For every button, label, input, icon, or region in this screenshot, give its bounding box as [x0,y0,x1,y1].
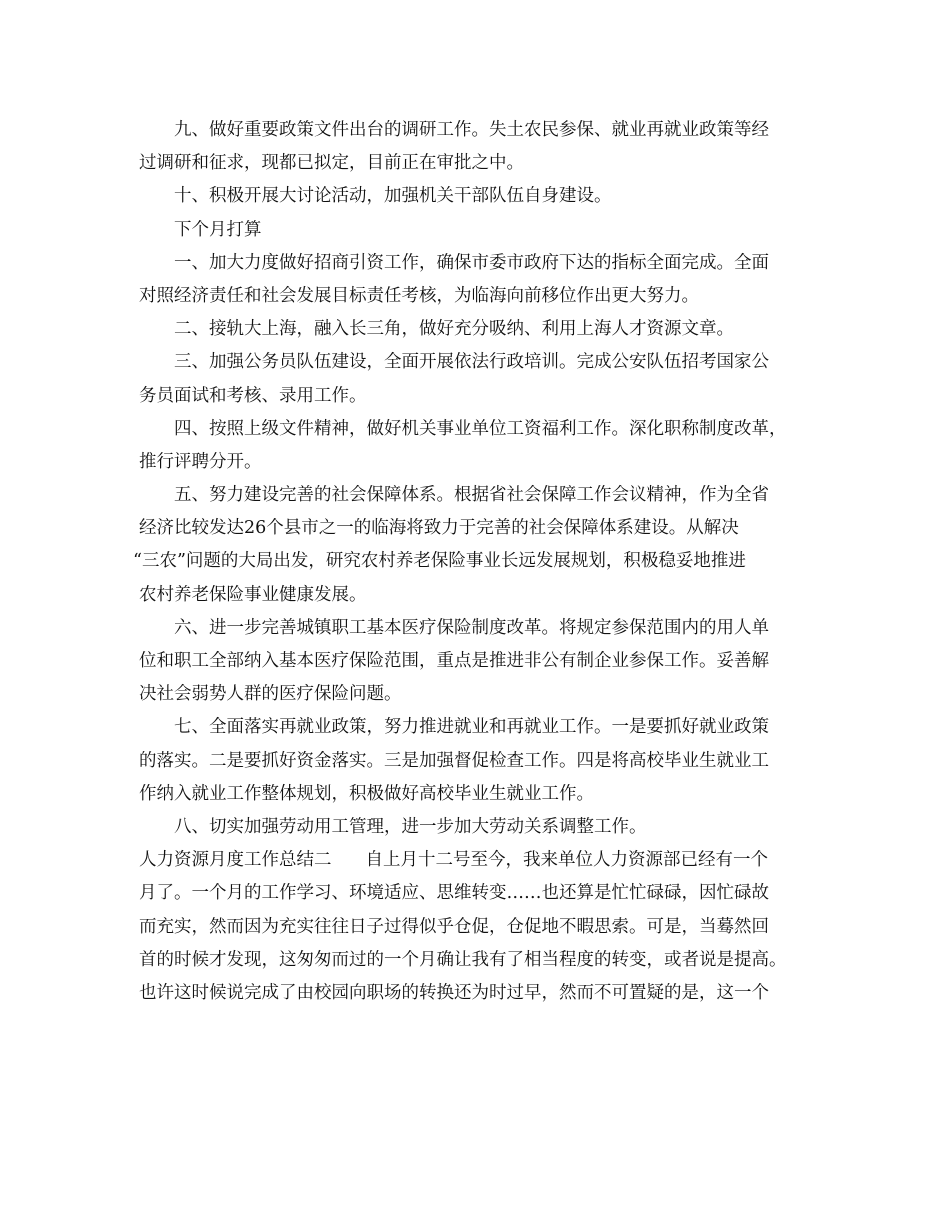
paragraph-line: 而充实，然而因为充实往往日子过得似乎仓促，仓促地不暇思索。可是，当蓦然回 [139,916,769,937]
paragraph-line: 农村养老保险事业健康发展。 [139,584,367,605]
paragraph-line: 三、加强公务员队伍建设，全面开展依法行政培训。完成公安队伍招考国家公 [174,352,769,373]
section-heading: 下个月打算 [174,219,262,240]
paragraph-line: 十、积极开展大讨论活动，加强机关干部队伍自身建设。 [174,186,612,207]
paragraph-line: 六、进一步完善城镇职工基本医疗保险制度改革。将规定参保范围内的用人单 [174,617,769,638]
paragraph-line: 一、加大力度做好招商引资工作，确保市委市政府下达的指标全面完成。全面 [174,252,769,273]
paragraph-line: 八、切实加强劳动用工管理，进一步加大劳动关系调整工作。 [174,816,647,837]
paragraph-line: 作纳入就业工作整体规划，积极做好高校毕业生就业工作。 [139,783,594,804]
paragraph-line: 九、做好重要政策文件出台的调研工作。失土农民参保、就业再就业政策等经 [174,120,769,140]
paragraph-line: 首的时候才发现，这匆匆而过的一个月确让我有了相当程度的转变，或者说是提高。 [139,949,787,970]
paragraph-line: “三农”问题的大局出发，研究农村养老保险事业长远发展规划，积极稳妥地推进 [133,551,746,572]
paragraph-line: 也许这时候说完成了由校园向职场的转换还为时过早，然而不可置疑的是，这一个 [139,982,769,1003]
paragraph-line: 务员面试和考核、录用工作。 [139,385,367,406]
paragraph-line: 五、努力建设完善的社会保障体系。根据省社会保障工作会议精神，作为全省 [174,485,769,506]
summary-title-line [139,844,817,877]
summary-title: 人力资源月度工作总结二 [139,850,332,871]
paragraph-line: 二、接轨大上海，融入长三角，做好充分吸纳、利用上海人才资源文章。 [174,319,734,340]
document-body [133,114,817,1010]
paragraph-line: 经济比较发达26个县市之一的临海将致力于完善的社会保障体系建设。从解决 [139,518,739,539]
paragraph-line: 过调研和征求，现都已拟定，目前正在审批之中。 [139,153,524,174]
paragraph-line: 决社会弱势人群的医疗保险问题。 [139,684,402,705]
paragraph-line: 推行评聘分开。 [139,451,262,472]
paragraph-line: 四、按照上级文件精神，做好机关事业单位工资福利工作。深化职称制度改革， [174,418,787,439]
paragraph-line: 月了。一个月的工作学习、环境适应、思维转变……也还算是忙忙碌碌，因忙碌故 [139,883,769,904]
paragraph-line: 对照经济责任和社会发展目标责任考核，为临海向前移位作出更大努力。 [139,285,699,306]
paragraph-line: 自上月十二号至今，我来单位人力资源部已经有一个 [365,850,768,871]
paragraph-line: 的落实。二是要抓好资金落实。三是加强督促检查工作。四是将高校毕业生就业工 [139,750,769,771]
paragraph-line: 位和职工全部纳入基本医疗保险范围，重点是推进非公有制企业参保工作。妥善解 [139,651,769,671]
paragraph-line: 七、全面落实再就业政策，努力推进就业和再就业工作。一是要抓好就业政策 [174,717,769,738]
